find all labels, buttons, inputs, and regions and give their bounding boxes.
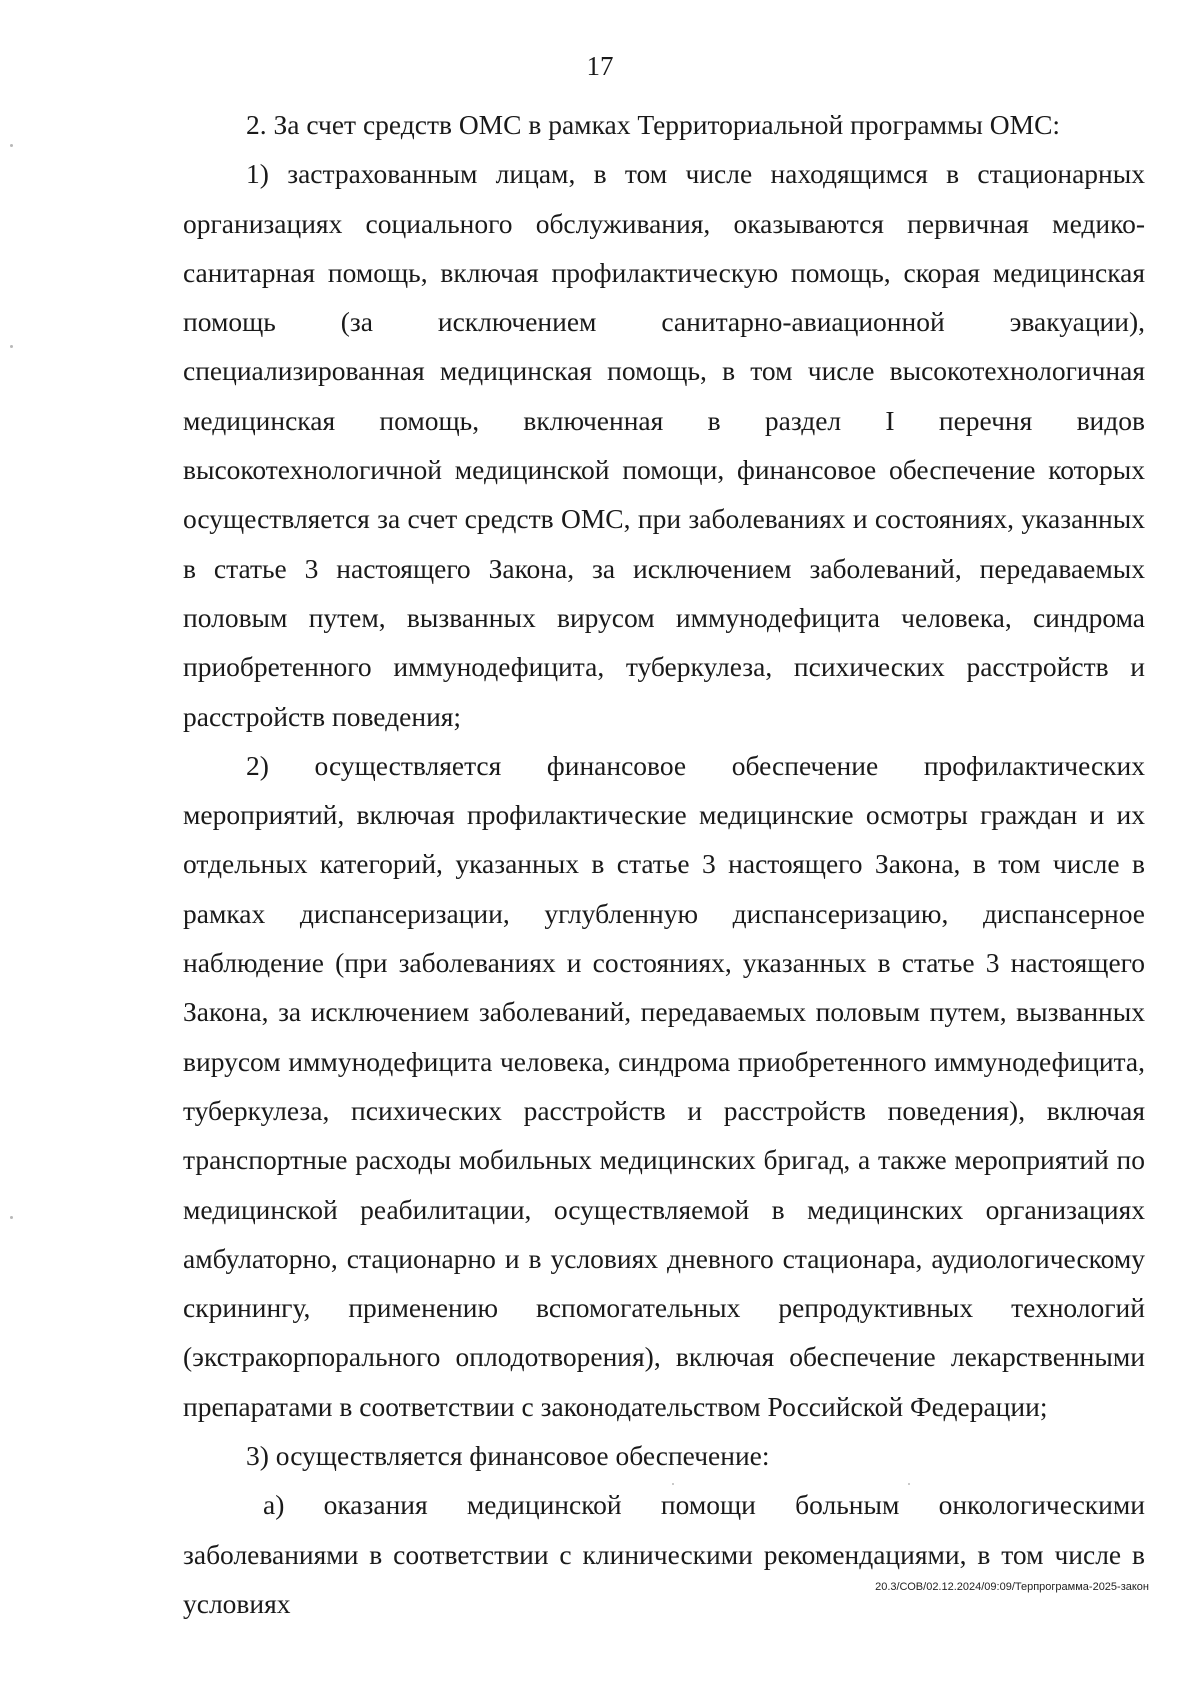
paragraph-item-2: 2) осуществляется финансовое обеспечение профилактических мероприятий, включая профилактические медицинские осмотры граждан и их отдельных категорий, указанных в статье 3 настоящего Закона, в том числе в рамках диспансеризации, углубленную диспансеризацию, диспансерное наблюдение (при заболеваниях и состояниях, указанных в статье 3 настоящего Закона, за исключением заболеваний, передаваемых половым путем, вызванных вирусом иммунодефицита человека, синдрома приобретенного иммунодефицита, туберкулеза, психических расстройств и расстройств поведения), включая транспортные расходы мобильных медицинских бригад, а также мероприятий по медицинской реабилитации, осуществляемой в медицинских организациях амбулаторно, стационарно и в условиях дневного стационара, аудиологическому скринингу, применению вспомогательных репродуктивных технологий (экстракорпорального оплодотворения), включая обеспечение лекарственными препаратами в соответствии с законодательством Российской Федерации; xyxy=(183,749,1145,1422)
scan-speck xyxy=(10,1216,13,1219)
paragraph-section-2-intro: 2. За счет средств ОМС в рамках Территориальной программы ОМС: xyxy=(246,109,1061,140)
paragraph-item-1: 1) застрахованным лицам, в том числе находящимся в стационарных организациях социального обслуживания, оказываются первичная медико-санитарная помощь, включая профилактическую помощь, скорая медицинская помощь (за исключением санитарно-авиационной эвакуации), специализированная медицинская помощь, в том числе высокотехнологичная медицинская помощь, включенная в раздел I перечня видов высокотехнологичной медицинской помощи, финансовое обеспечение которых осуществляется за счет средств ОМС, при заболеваниях и состояниях, указанных в статье 3 настоящего Закона, за исключением заболеваний, передаваемых половым путем, вызванных вирусом иммунодефицита человека, синдрома приобретенного иммунодефицита, туберкулеза, психических расстройств и расстройств поведения; xyxy=(183,158,1145,732)
document-footer-code: 20.3/СОВ/02.12.2024/09:09/Терпрограмма-2025-закон xyxy=(875,1581,1149,1593)
scan-speck xyxy=(908,1483,910,1485)
scan-speck xyxy=(672,1483,674,1485)
page-number: 17 xyxy=(586,51,614,81)
paragraph-item-3a: а) оказания медицинской помощи больным онкологическими заболеваниями в соответствии с клиническими рекомендациями, в том числе в условиях xyxy=(183,1489,1145,1619)
document-body xyxy=(183,100,1145,1628)
scan-speck xyxy=(10,345,13,348)
paragraph-item-3: 3) осуществляется финансовое обеспечение: xyxy=(246,1440,770,1472)
scan-speck xyxy=(10,144,13,147)
